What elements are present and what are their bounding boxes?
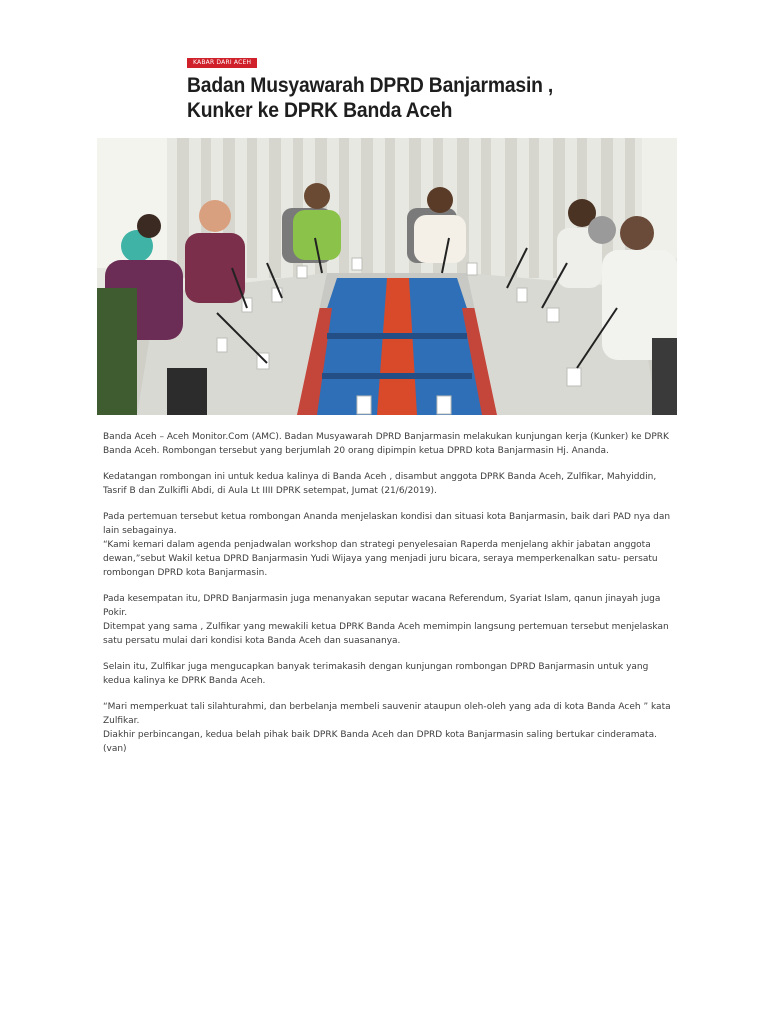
meeting-photo bbox=[97, 138, 677, 415]
text-line: Zulfikar. bbox=[103, 716, 140, 726]
title-line: Badan Musyawarah DPRD Banjarmasin , bbox=[187, 74, 554, 97]
text-line: Selain itu, Zulfikar juga mengucapkan banyak terimakasih dengan kunjungan rombongan DPRD Banjarmasin untuk yang bbox=[103, 662, 649, 672]
title-line: Kunker ke DPRK Banda Aceh bbox=[187, 99, 453, 122]
text-line: Pada pertemuan tersebut ketua rombongan Ananda menjelaskan kondisi dan situasi kota Banjarmasin, baik dari PAD nya dan bbox=[103, 512, 671, 522]
text-line: satu persatu mulai dari kondisi kota Banda Aceh dan suasananya. bbox=[103, 636, 401, 646]
text-line: lain sebagainya. bbox=[103, 526, 177, 536]
text-line: Banda Aceh. Rombongan tersebut yang berjumlah 20 orang dipimpin ketua DPRD kota Banjarmasin Hj. Ananda. bbox=[103, 446, 609, 456]
text-line: Diakhir perbincangan, kedua belah pihak baik DPRK Banda Aceh dan DPRD kota Banjarmasin saling bertukar cinderamata. bbox=[103, 730, 657, 740]
text-line: rombongan DPRD kota Banjarmasin. bbox=[103, 568, 268, 578]
article-body bbox=[103, 430, 683, 756]
text-line: “Mari memperkuat tali silahturahmi, dan berbelanja membeli sauvenir ataupun oleh-oleh yang ada di kota Banda Aceh ” kata bbox=[103, 702, 671, 712]
text-line: dewan,”sebut Wakil ketua DPRD Banjarmasin Yudi Wijaya yang menjadi juru bicara, seraya memperkenalkan satu- persatu bbox=[103, 554, 658, 564]
text-line: Kedatangan rombongan ini untuk kedua kalinya di Banda Aceh , disambut anggota DPRK Banda Aceh, Zulfikar, Mahyiddin, bbox=[103, 472, 657, 482]
paragraph bbox=[103, 510, 683, 580]
text-line: Banda Aceh – Aceh Monitor.Com (AMC). Badan Musyawarah DPRD Banjarmasin melakukan kunjungan kerja (Kunker) ke DPRK bbox=[103, 432, 669, 442]
paragraph bbox=[103, 592, 683, 648]
paragraph bbox=[103, 700, 683, 756]
paragraph bbox=[103, 470, 683, 498]
text-line: “Kami kemari dalam agenda penjadwalan workshop dan strategi penyelesaian Raperda menjelang akhir jabatan anggota bbox=[103, 540, 651, 550]
text-line: (van) bbox=[103, 744, 127, 754]
text-line: Ditempat yang sama , Zulfikar yang mewakili ketua DPRK Banda Aceh memimpin langsung pertemuan tersebut menjelaskan bbox=[103, 622, 669, 632]
paragraph bbox=[103, 660, 683, 688]
text-line: Tasrif B dan Zulkifli Abdi, di Aula Lt IIII DPRK setempat, Jumat (21/6/2019). bbox=[103, 486, 437, 496]
category-tag[interactable]: KABAR DARI ACEH bbox=[187, 58, 257, 68]
text-line: Pokir. bbox=[103, 608, 128, 618]
text-line: kedua kalinya ke DPRK Banda Aceh. bbox=[103, 676, 266, 686]
paragraph bbox=[103, 430, 683, 458]
meeting-photo-icon bbox=[97, 138, 677, 415]
article-title bbox=[187, 73, 592, 123]
text-line: Pada kesempatan itu, DPRD Banjarmasin juga menanyakan seputar wacana Referendum, Syariat Islam, qanun jinayah juga bbox=[103, 594, 661, 604]
